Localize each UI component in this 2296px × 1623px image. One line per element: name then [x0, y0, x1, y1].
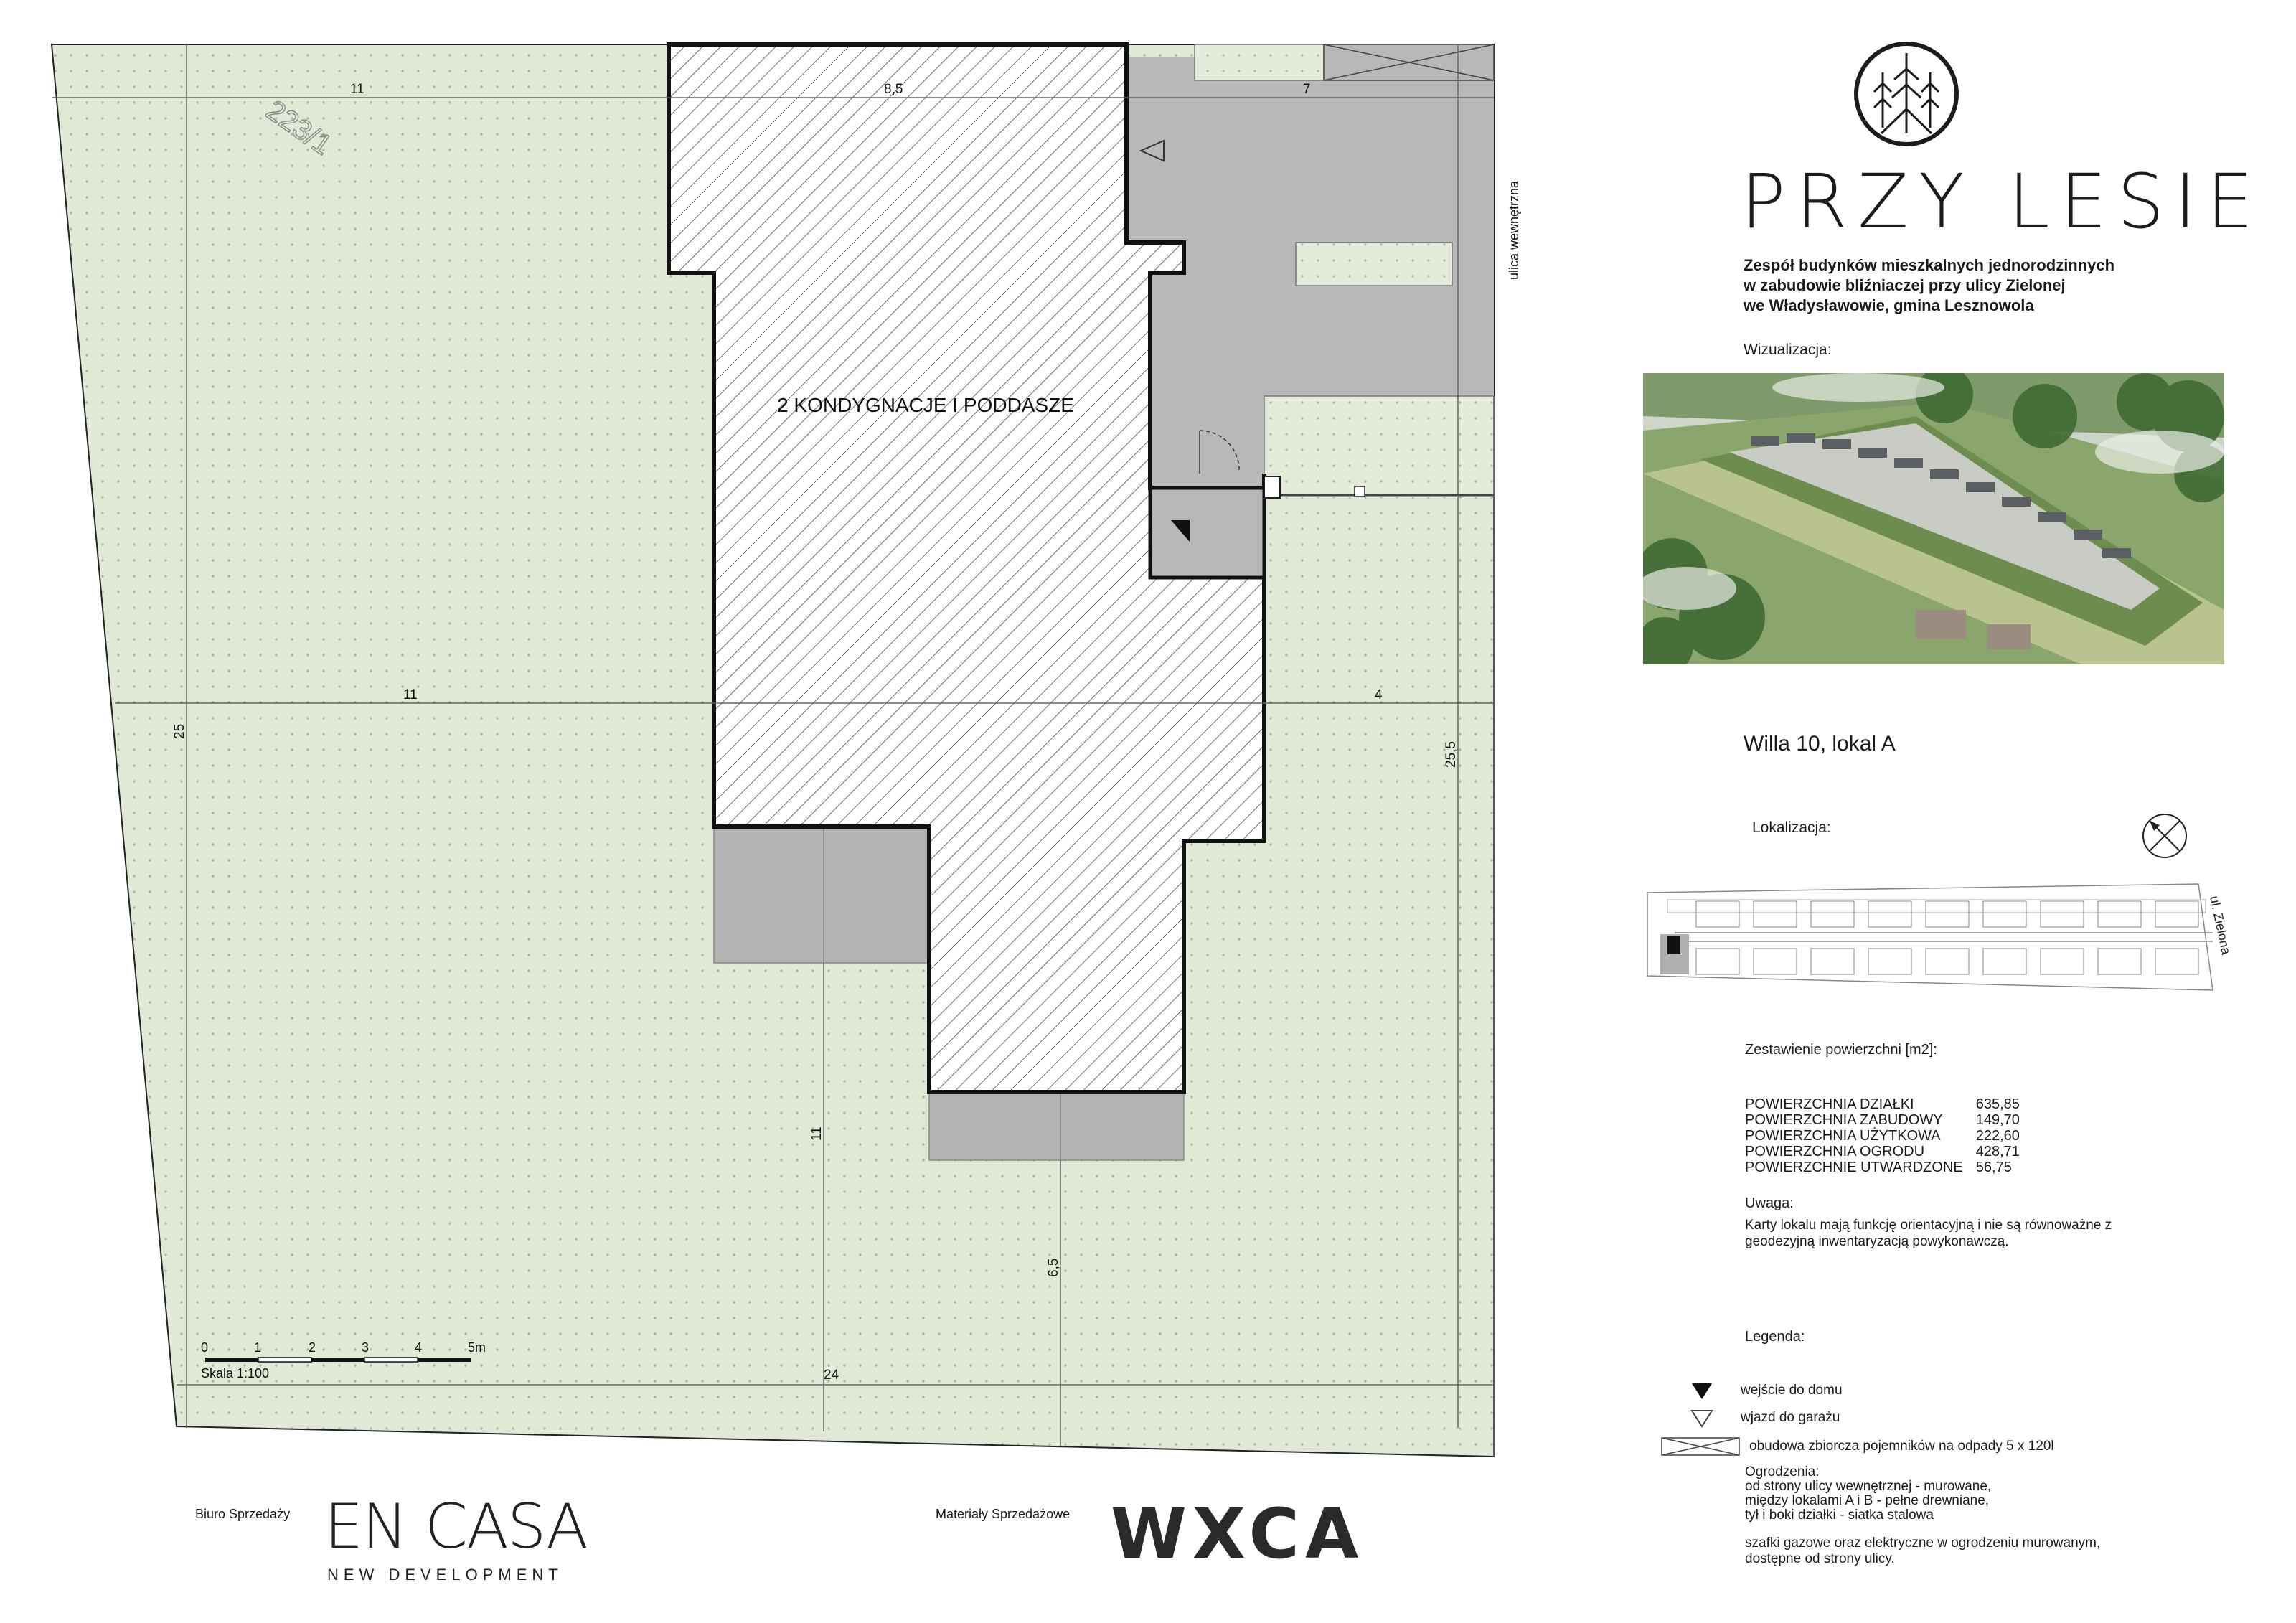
dim-bottom: 24 — [824, 1368, 839, 1383]
legend-entrance — [1688, 1380, 1843, 1401]
area-label: POWIERZCHNIA DZIAŁKI — [1745, 1096, 1914, 1112]
entrance-icon — [1688, 1380, 1716, 1401]
scale-tick-1: 1 — [254, 1340, 262, 1355]
gas-line: dostępne od strony ulicy. — [1745, 1551, 1895, 1566]
dim-mid-left: 11 — [403, 687, 418, 702]
table-row — [1745, 1144, 2033, 1159]
scale-tick-5: 5m — [468, 1340, 486, 1355]
areas-table — [1745, 1096, 2033, 1175]
legend-fences — [1745, 1465, 1991, 1523]
gas-line: szafki gazowe oraz elektryczne w ogrodzeniu murowanym, — [1745, 1535, 2101, 1551]
description-line: w zabudowie bliźniaczej przy ulicy Zielonej — [1744, 276, 2066, 294]
area-label: POWIERZCHNIE UTWARDZONE — [1745, 1159, 1963, 1175]
garage-icon — [1688, 1408, 1716, 1428]
table-row — [1745, 1096, 2033, 1112]
legend-bins-label: obudowa zbiorcza pojemników na odpady 5 x 120l — [1749, 1439, 2054, 1454]
dim-lower-vertical: 11 — [809, 1126, 824, 1141]
dim-mid-right: 4 — [1375, 687, 1383, 702]
scale-tick-3: 3 — [362, 1340, 370, 1355]
scale-tick-4: 4 — [415, 1340, 423, 1355]
scale-tick-0: 0 — [201, 1340, 209, 1355]
legend-gas — [1745, 1535, 2100, 1567]
description-line: Zespół budynków mieszkalnych jednorodzinnych — [1744, 256, 2115, 274]
lawn-strip — [1296, 243, 1452, 286]
area-label: POWIERZCHNIA ZABUDOWY — [1745, 1112, 1943, 1128]
dim-right-vertical: 25,5 — [1444, 741, 1459, 768]
legend-heading: Legenda: — [1745, 1329, 1805, 1345]
dim-top-left: 11 — [350, 82, 364, 97]
legend-garage — [1688, 1408, 1840, 1428]
brand-logo-icon — [1853, 40, 1960, 148]
legend-bins — [1660, 1436, 2054, 1457]
materials-label: Materiały Sprzedażowe — [936, 1507, 1071, 1521]
fences-line: między lokalami A i B - pełne drewniane, — [1745, 1493, 1990, 1508]
note-heading: Uwaga: — [1745, 1195, 1794, 1211]
terrace-left — [714, 827, 929, 963]
area-value: 149,70 — [1975, 1112, 2020, 1128]
table-row — [1745, 1128, 2033, 1144]
note-text — [1745, 1217, 2112, 1250]
area-value: 56,75 — [1975, 1159, 2012, 1175]
side-lawn — [1264, 396, 1494, 497]
scale-label: Skala 1:100 — [201, 1366, 270, 1380]
terrace-bottom — [929, 1092, 1184, 1160]
parcel-number: 223/1 — [260, 94, 338, 161]
table-row — [1745, 1112, 2033, 1128]
bins-enclosure — [1324, 44, 1494, 80]
unit-title: Willa 10, lokal A — [1744, 732, 1896, 756]
legend-garage-label: wjazd do garażu — [1741, 1410, 1840, 1425]
dim-left-vertical: 25 — [172, 723, 187, 739]
note-line: Karty lokalu mają funkcję orientacyjną i nie są równoważne z — [1745, 1218, 2112, 1233]
sales-brand-sub: NEW DEVELOPMENT — [327, 1566, 563, 1584]
materials-brand-logo: WXCA — [1111, 1494, 1365, 1574]
brand-title: PRZY LESIE — [1741, 158, 2264, 245]
legend-entrance-label: wejście do domu — [1741, 1383, 1843, 1398]
dim-bottom-vertical: 6,5 — [1046, 1258, 1061, 1277]
sales-office-label: Biuro Sprzedaży — [195, 1507, 291, 1521]
north-arrow-icon — [2140, 811, 2190, 861]
street-label: ulica wewnętrzna — [1507, 180, 1521, 280]
sales-brand-logo: EN CASA — [324, 1491, 587, 1563]
areas-heading: Zestawienie powierzchni [m2]: — [1745, 1042, 1937, 1058]
entrance-porch — [1150, 488, 1264, 578]
scale-tick-2: 2 — [309, 1340, 316, 1355]
area-label: POWIERZCHNIA UŻYTKOWA — [1745, 1128, 1941, 1144]
building-label: 2 KONDYGNACJE I PODDASZE — [777, 394, 1074, 416]
street-name: ul. Zielona — [2207, 894, 2234, 956]
visualization-label: Wizualizacja: — [1744, 342, 1832, 358]
description-line: we Władysławowie, gmina Lesznowola — [1744, 296, 2034, 314]
location-map — [1646, 883, 2234, 1005]
location-label: Lokalizacja: — [1752, 819, 1831, 836]
front-lawn-patch — [1195, 44, 1324, 80]
area-value: 222,60 — [1975, 1128, 2020, 1144]
brand-description — [1744, 255, 2114, 316]
note-line: geodezyjną inwentaryzacją powykonawczą. — [1745, 1234, 2009, 1249]
area-value: 635,85 — [1975, 1096, 2020, 1112]
fences-line: Ogrodzenia: — [1745, 1464, 1820, 1479]
area-value: 428,71 — [1975, 1144, 2020, 1159]
dim-top-mid: 8,5 — [884, 82, 903, 97]
fences-line: tył i boki działki - siatka stalowa — [1745, 1507, 1934, 1523]
table-row — [1745, 1159, 2033, 1175]
bins-icon — [1660, 1436, 1741, 1457]
dim-top-right: 7 — [1303, 82, 1311, 97]
fences-line: od strony ulicy wewnętrznej - murowane, — [1745, 1479, 1992, 1494]
area-label: POWIERZCHNIA OGRODU — [1745, 1144, 1925, 1159]
visualization-image — [1643, 373, 2224, 664]
